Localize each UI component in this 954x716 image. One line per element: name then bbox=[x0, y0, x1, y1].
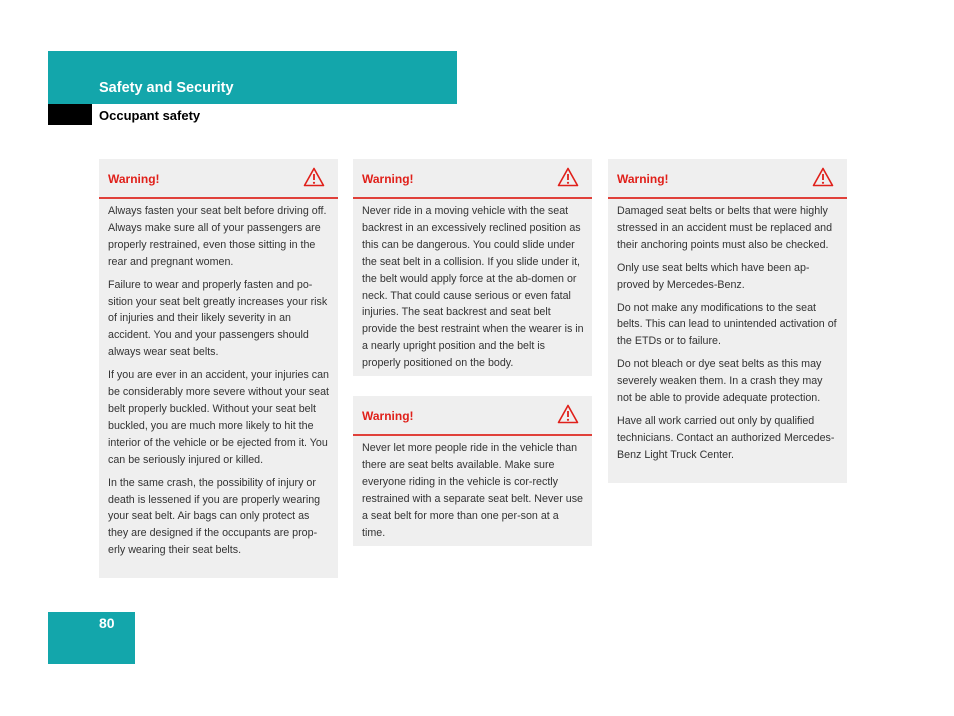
warning-body bbox=[99, 199, 338, 571]
warning-header bbox=[353, 159, 592, 199]
warning-paragraph: Have all work carried out only by qualified technicians. Contact an authorized Mercedes-Benz Light Truck Center. bbox=[617, 414, 835, 461]
subsection-marker bbox=[48, 104, 92, 125]
warning-box-reclined-backrest bbox=[353, 159, 592, 376]
warning-paragraph: Never ride in a moving vehicle with the seat backrest in an excessively reclined position as this can be dangerous. You could slide under the seat belt in a collision. If you slide under it, the belt would apply force at the ab-domen or neck. That could cause serious or even fatal injuries. The seat backrest and seat belt provide the best restraint when the wearer is in a nearly upright position and the belt is properly positioned on the body. bbox=[362, 205, 584, 370]
warning-triangle-icon bbox=[303, 167, 325, 187]
warning-body bbox=[608, 199, 847, 476]
warning-paragraph: If you are ever in an accident, your injuries can be considerably more severe without your seat belt properly buckled. Without your seat belt buckled, you are much more likely to hit the interior of the vehicle or be ejected from it. You can be seriously injured or killed. bbox=[108, 369, 329, 466]
warning-body bbox=[353, 199, 592, 384]
warning-paragraph: In the same crash, the possibility of injury or death is lessened if you are properly wearing your seat belt. Air bags can only protect as they are designed if the occupants are prop-erly wearing their seat belts. bbox=[108, 476, 321, 557]
warning-paragraph: Do not make any modifications to the seat belts. This can lead to unintended activation of the ETDs or to failure. bbox=[617, 301, 837, 348]
warning-triangle-icon bbox=[812, 167, 834, 187]
warning-header bbox=[99, 159, 338, 199]
warning-triangle-icon bbox=[557, 404, 579, 424]
page-number-tab bbox=[48, 612, 135, 664]
warning-box-seat-belt-fastening bbox=[99, 159, 338, 578]
warning-triangle-icon bbox=[557, 167, 579, 187]
warning-paragraph: Do not bleach or dye seat belts as this may severely weaken them. In a crash they may not be able to provide adequate protection. bbox=[617, 358, 823, 405]
warning-paragraph: Never let more people ride in the vehicle than there are seat belts available. Make sure everyone riding in the vehicle is cor-rectly restrained with a separate seat belt. Never use a seat belt for more than one per-son at a time. bbox=[362, 442, 583, 539]
subsection-title: Occupant safety bbox=[99, 108, 201, 123]
warning-paragraph: Always fasten your seat belt before driving off. Always make sure all of your passengers are properly restrained, even those sitting in the rear and pregnant women. bbox=[108, 205, 327, 268]
warning-label: Warning! bbox=[362, 172, 414, 186]
warning-header bbox=[353, 396, 592, 436]
header-band bbox=[48, 51, 457, 104]
section-title: Safety and Security bbox=[99, 80, 234, 96]
warning-box-passenger-count bbox=[353, 396, 592, 546]
warning-label: Warning! bbox=[108, 172, 160, 186]
warning-label: Warning! bbox=[362, 409, 414, 423]
warning-body bbox=[353, 436, 592, 553]
warning-label: Warning! bbox=[617, 172, 669, 186]
warning-paragraph: Failure to wear and properly fasten and po-sition your seat belt greatly increases your risk of injuries and their likely severity in an accident. You and your passengers should always wear seat belts. bbox=[108, 278, 328, 359]
warning-box-damaged-belts bbox=[608, 159, 847, 483]
warning-header bbox=[608, 159, 847, 199]
page-number: 80 bbox=[99, 615, 115, 631]
warning-paragraph: Damaged seat belts or belts that were highly stressed in an accident must be replaced and their anchoring points must also be checked. bbox=[617, 205, 833, 251]
warning-paragraph: Only use seat belts which have been ap-proved by Mercedes-Benz. bbox=[617, 261, 810, 291]
